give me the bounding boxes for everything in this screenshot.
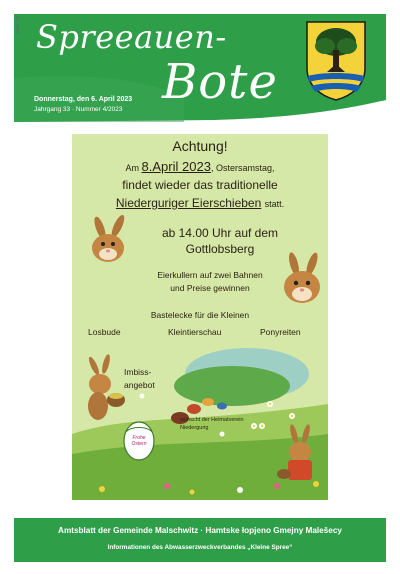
egg-greeting-line1: Frohe — [132, 435, 146, 441]
poster-imbiss-line2: angebot — [124, 380, 155, 390]
poster-activity-bastelecke: Bastelecke für die Kleinen — [150, 310, 250, 320]
poster-event-name: Niederguriger Eierschieben — [115, 196, 262, 210]
poster-activity-eierkullern: Eierkullern auf zwei Bahnen — [157, 270, 263, 280]
poster-stalls — [72, 327, 328, 339]
stall-item: Losbude — [88, 327, 121, 337]
poster-activity-preise: und Preise gewinnen — [170, 283, 250, 293]
masthead-title-line1: Spreeauen- — [36, 18, 227, 56]
poster-event-line — [72, 196, 328, 210]
footer-info-line: Informationen des Abwasserzweckverbandes „Kleine Spree“ — [107, 544, 293, 551]
poster-date: 8.April 2023 — [141, 159, 211, 174]
poster-club-line1: wünscht der Heimatverein — [180, 417, 244, 423]
egg-greeting-line2: Ostern — [131, 441, 147, 447]
stall-item: Kleintierschau — [168, 327, 222, 337]
poster-am: Am — [125, 163, 140, 173]
page-code: Seite 1/8 — [15, 16, 20, 34]
poster-time: ab 14.00 Uhr auf dem — [161, 226, 279, 240]
issue-number: Jahrgang 33 · Nummer 4/2023 — [34, 106, 123, 113]
poster-statt: statt. — [264, 199, 285, 209]
easter-event-poster — [72, 134, 328, 500]
footer-banner — [14, 518, 386, 562]
poster-imbiss-line1: Imbiss- — [124, 367, 152, 377]
poster-heading: Achtung! — [172, 138, 228, 154]
poster-date-line — [72, 159, 328, 174]
masthead — [14, 14, 386, 122]
poster-weekday: , Ostersamstag, — [210, 163, 275, 173]
footer-official-gazette: Amtsblatt der Gemeinde Malschwitz · Hamtske łopjeno Gmejny Malešecy — [58, 526, 342, 535]
masthead-title-line2: Bote — [162, 54, 278, 110]
stall-item: Ponyreiten — [260, 327, 301, 337]
issue-date: Donnerstag, den 6. April 2023 — [34, 96, 133, 103]
coat-of-arms-tree-icon — [305, 20, 367, 102]
poster-location: Gottlobsberg — [185, 242, 255, 256]
poster-club-line2: Niedergurig — [180, 425, 209, 431]
poster-tradition-line: findet wieder das traditionelle — [122, 178, 278, 192]
